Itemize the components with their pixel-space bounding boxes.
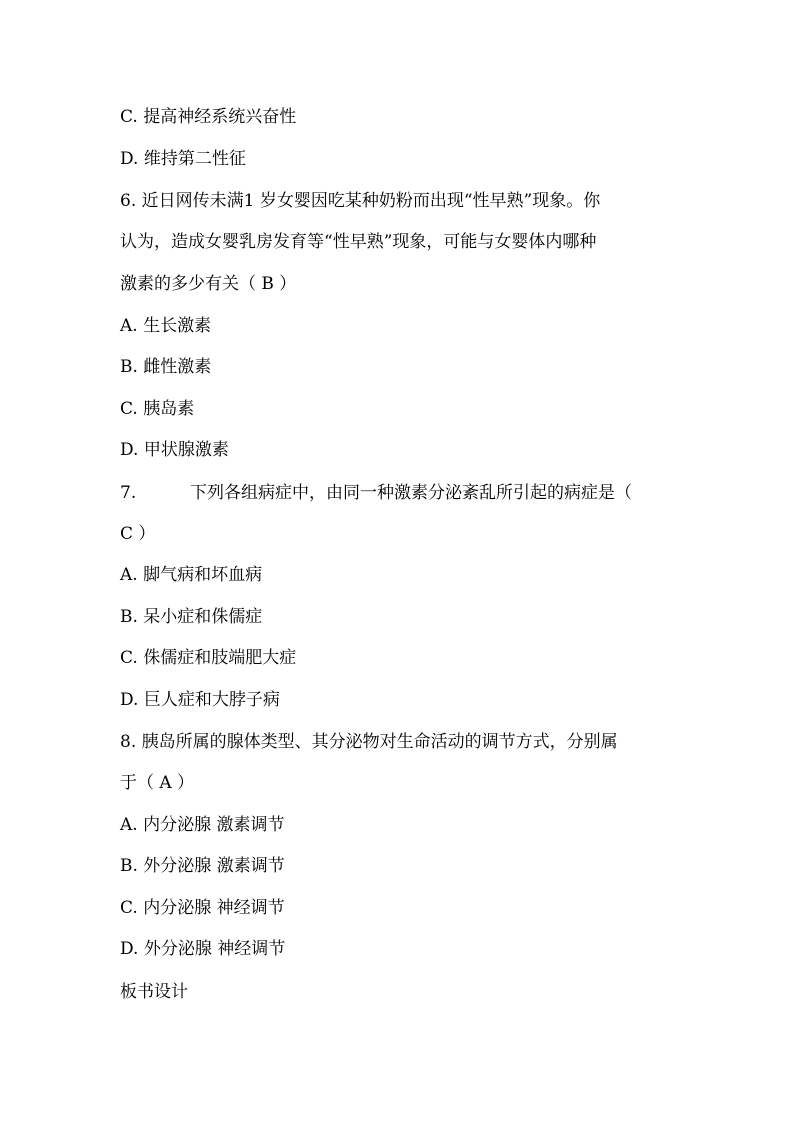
q6-option-d: D. 甲状腺激素 <box>120 440 229 460</box>
q6-option-b: B. 雌性激素 <box>120 357 212 377</box>
q8-option-d: D. 外分泌腺 神经调节 <box>120 939 286 959</box>
q7-option-b: B. 呆小症和侏儒症 <box>120 607 263 627</box>
q6-option-a: A. 生长激素 <box>120 316 212 336</box>
q8-option-c: C. 内分泌腺 神经调节 <box>120 898 285 918</box>
q7-number: 7. <box>120 483 137 503</box>
q7-stem-text: 下列各组病症中，由同一种激素分泌紊乱所引起的病症是（ <box>190 483 632 503</box>
q6-option-c: C. 胰岛素 <box>120 399 195 419</box>
q7-stem-line-1 <box>120 482 632 504</box>
q7-option-d: D. 巨人症和大脖子病 <box>120 690 280 710</box>
q6-stem-line-2: 认为，造成女婴乳房发育等“性早熟”现象，可能与女婴体内哪种 <box>120 232 597 252</box>
section-heading: 板书设计 <box>120 982 188 1002</box>
q8-option-a: A. 内分泌腺 激素调节 <box>120 815 285 835</box>
q7-option-a: A. 脚气病和坏血病 <box>120 565 263 585</box>
q6-stem-line-1: 6. 近日网传未满1 岁女婴因吃某种奶粉而出现“性早熟”现象。你 <box>120 191 601 211</box>
q8-option-b: B. 外分泌腺 激素调节 <box>120 856 285 876</box>
q6-stem-line-3: 激素的多少有关（ B ） <box>120 274 297 294</box>
q8-stem-line-1: 8. 胰岛所属的腺体类型、其分泌物对生命活动的调节方式，分别属 <box>120 732 618 752</box>
q8-stem-line-2: 于（ A ） <box>120 773 195 793</box>
q7-stem-line-2: C ） <box>120 524 156 544</box>
q5-option-d: D. 维持第二性征 <box>120 149 246 169</box>
q5-option-c: C. 提高神经系统兴奋性 <box>120 107 297 127</box>
q7-option-c: C. 侏儒症和肢端肥大症 <box>120 648 297 668</box>
